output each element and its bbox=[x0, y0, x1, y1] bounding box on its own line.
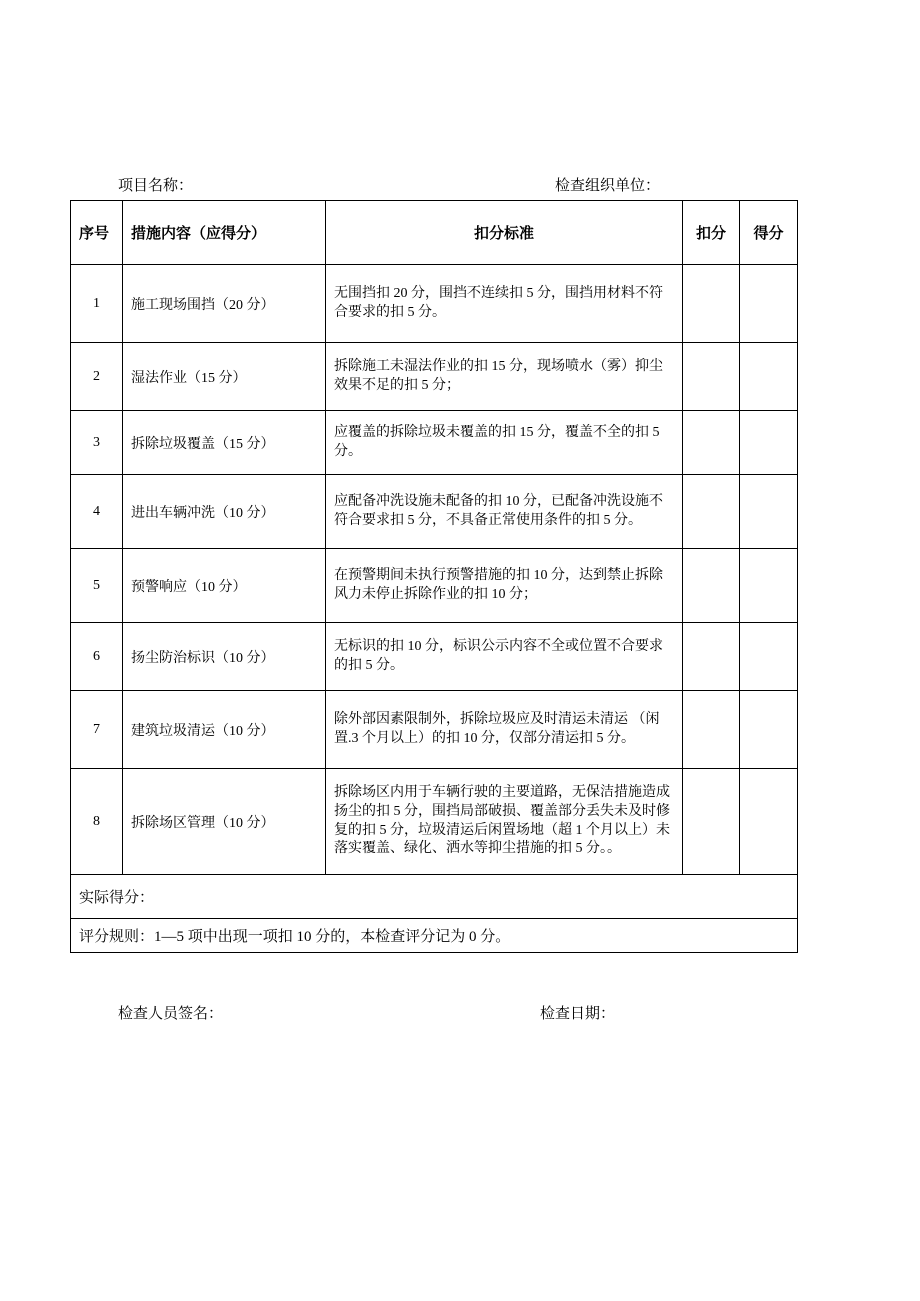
deduction-cell bbox=[683, 475, 740, 549]
measure-cell: 湿法作业（15 分） bbox=[123, 343, 326, 411]
standard-cell: 无标识的扣 10 分，标识公示内容不全或位置不合要求的扣 5 分。 bbox=[326, 623, 683, 691]
header-deduction: 扣分 bbox=[683, 201, 740, 265]
project-name-label: 项目名称： bbox=[118, 178, 194, 194]
score-cell bbox=[740, 769, 798, 875]
measure-cell: 扬尘防治标识（10 分） bbox=[123, 623, 326, 691]
deduction-cell bbox=[683, 623, 740, 691]
score-cell bbox=[740, 343, 798, 411]
score-cell bbox=[740, 265, 798, 343]
actual-score-label: 实际得分： bbox=[71, 875, 798, 919]
row-number-cell: 2 bbox=[71, 343, 123, 411]
score-cell bbox=[740, 549, 798, 623]
table-row bbox=[71, 549, 798, 623]
table-row bbox=[71, 343, 798, 411]
header-score: 得分 bbox=[740, 201, 798, 265]
scoring-rule-text: 评分规则：1—5 项中出现一项扣 10 分的，本检查评分记为 0 分。 bbox=[71, 919, 798, 953]
deduction-cell bbox=[683, 691, 740, 769]
standard-cell: 拆除施工未湿法作业的扣 15 分，现场喷水（雾）抑尘效果不足的扣 5 分； bbox=[326, 343, 683, 411]
inspection-checklist-table bbox=[70, 200, 798, 953]
table-row bbox=[71, 769, 798, 875]
table-row bbox=[71, 475, 798, 549]
measure-cell: 施工现场围挡（20 分） bbox=[123, 265, 326, 343]
deduction-cell bbox=[683, 769, 740, 875]
scoring-rule-row bbox=[71, 919, 798, 953]
standard-cell: 除外部因素限制外，拆除垃圾应及时清运未清运 （闲置.3 个月以上）的扣 10 分，仅部分清运扣 5 分。 bbox=[326, 691, 683, 769]
table-row bbox=[71, 691, 798, 769]
row-number-cell: 4 bbox=[71, 475, 123, 549]
measure-cell: 拆除场区管理（10 分） bbox=[123, 769, 326, 875]
row-number-cell: 7 bbox=[71, 691, 123, 769]
score-cell bbox=[740, 411, 798, 475]
score-cell bbox=[740, 623, 798, 691]
row-number-cell: 6 bbox=[71, 623, 123, 691]
actual-score-row bbox=[71, 875, 798, 919]
table-row bbox=[71, 623, 798, 691]
row-number-cell: 1 bbox=[71, 265, 123, 343]
score-cell bbox=[740, 691, 798, 769]
deduction-cell bbox=[683, 411, 740, 475]
inspection-org-label: 检查组织单位： bbox=[555, 178, 661, 194]
standard-cell: 拆除场区内用于车辆行驶的主要道路，无保洁措施造成扬尘的扣 5 分，围挡局部破损、覆盖部分丢失未及时修复的扣 5 分，垃圾清运后闲置场地（超 1 个月以上）未落实覆盖、绿化、洒水等抑尘措施的扣 5 分。。 bbox=[326, 769, 683, 875]
standard-cell: 应配备冲洗设施未配备的扣 10 分，已配备冲洗设施不符合要求扣 5 分，不具备正常使用条件的扣 5 分。 bbox=[326, 475, 683, 549]
measure-cell: 进出车辆冲洗（10 分） bbox=[123, 475, 326, 549]
header-measure: 措施内容（应得分） bbox=[123, 201, 326, 265]
row-number-cell: 8 bbox=[71, 769, 123, 875]
table-header-row bbox=[71, 201, 798, 265]
deduction-cell bbox=[683, 265, 740, 343]
deduction-cell bbox=[683, 343, 740, 411]
standard-cell: 应覆盖的拆除垃圾未覆盖的扣 15 分，覆盖不全的扣 5 分。 bbox=[326, 411, 683, 475]
standard-cell: 在预警期间未执行预警措施的扣 10 分，达到禁止拆除风力未停止拆除作业的扣 10 分； bbox=[326, 549, 683, 623]
table-row bbox=[71, 411, 798, 475]
row-number-cell: 3 bbox=[71, 411, 123, 475]
row-number-cell: 5 bbox=[71, 549, 123, 623]
inspection-date-label: 检查日期： bbox=[540, 1006, 616, 1022]
standard-cell: 无围挡扣 20 分，围挡不连续扣 5 分，围挡用材料不符合要求的扣 5 分。 bbox=[326, 265, 683, 343]
table-row bbox=[71, 265, 798, 343]
inspector-signature-label: 检查人员签名： bbox=[118, 1006, 224, 1022]
score-cell bbox=[740, 475, 798, 549]
measure-cell: 预警响应（10 分） bbox=[123, 549, 326, 623]
header-no: 序号 bbox=[71, 201, 123, 265]
deduction-cell bbox=[683, 549, 740, 623]
measure-cell: 拆除垃圾覆盖（15 分） bbox=[123, 411, 326, 475]
header-standard: 扣分标准 bbox=[326, 201, 683, 265]
measure-cell: 建筑垃圾清运（10 分） bbox=[123, 691, 326, 769]
